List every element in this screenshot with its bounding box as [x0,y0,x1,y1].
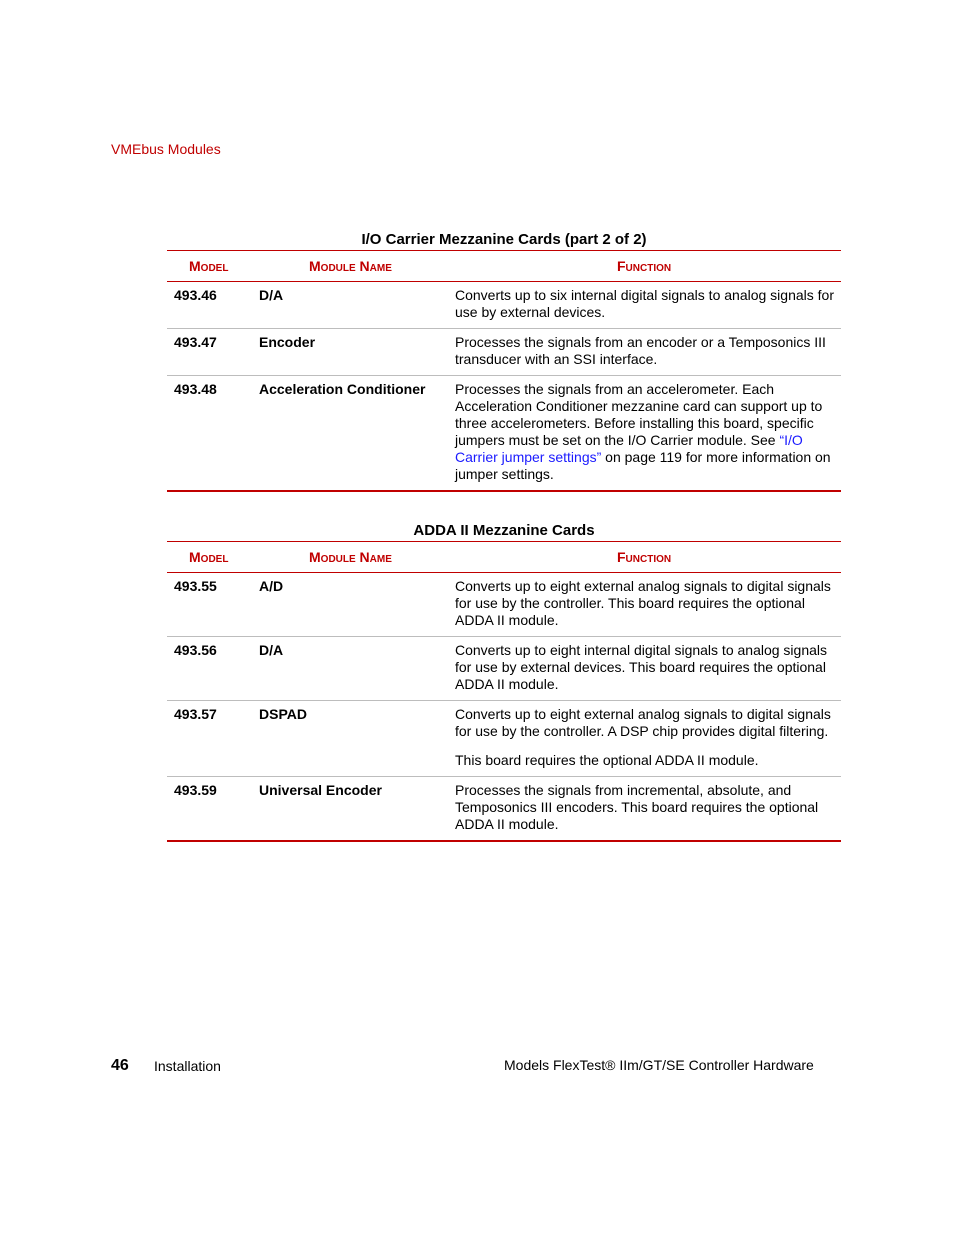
cell-model: 493.47 [167,329,252,376]
io-carrier-table-block [167,231,841,492]
cell-function [448,701,841,777]
adda-ii-table-block [167,522,841,842]
cell-model: 493.59 [167,777,252,842]
cell-function: Converts up to six internal digital signals to analog signals for use by external devices. [448,282,841,329]
column-header-model: Model [167,251,252,282]
io-carrier-table [167,250,841,492]
running-head: VMEbus Modules [111,141,221,157]
io-carrier-jumper-settings-link[interactable]: “I/O Carrier jumper settings” [455,432,803,465]
table-row [167,376,841,492]
footer-document-title: Models FlexTest® IIm/GT/SE Controller Hardware [504,1057,814,1073]
column-header-function: Function [448,251,841,282]
cell-module-name: D/A [252,282,448,329]
table-row [167,637,841,701]
cell-module-name: A/D [252,573,448,637]
cell-model: 493.48 [167,376,252,492]
adda-ii-table [167,541,841,842]
table-header-row [167,251,841,282]
table-title: ADDA II Mezzanine Cards [413,522,595,539]
cell-function: Processes the signals from an encoder or a Temposonics III transducer with an SSI interface. [448,329,841,376]
function-text: Processes the signals from an accelerometer. Each Acceleration Conditioner mezzanine card can support up to three accelerometers. Before installing this board, specific jumpers must be set on the I/O Carrier module. See [455,381,823,448]
function-text: on page 119 for more information on jumper settings. [455,449,831,482]
column-header-model: Model [167,542,252,573]
table-row [167,701,841,777]
cell-module-name: Universal Encoder [252,777,448,842]
cell-module-name: D/A [252,637,448,701]
table-row [167,282,841,329]
table-header-row [167,542,841,573]
cell-model: 493.46 [167,282,252,329]
cell-model: 493.56 [167,637,252,701]
table-row [167,329,841,376]
cell-module-name: Acceleration Conditioner [252,376,448,492]
cell-function: Converts up to eight external analog signals to digital signals for use by the controller. This board requires the optional ADDA II module. [448,573,841,637]
table-row [167,777,841,842]
cell-model: 493.57 [167,701,252,777]
function-paragraph: This board requires the optional ADDA II module. [455,752,759,768]
cell-module-name: DSPAD [252,701,448,777]
cell-function [448,376,841,492]
footer-section: Installation [154,1058,221,1074]
cell-model: 493.55 [167,573,252,637]
column-header-function: Function [448,542,841,573]
column-header-module-name: Module Name [252,251,448,282]
cell-function: Converts up to eight internal digital signals to analog signals for use by external devices. This board requires the optional ADDA II module. [448,637,841,701]
table-row [167,573,841,637]
column-header-module-name: Module Name [252,542,448,573]
function-paragraph: Converts up to eight external analog signals to digital signals for use by the controller. A DSP chip provides digital filtering. [455,706,831,739]
table-title: I/O Carrier Mezzanine Cards (part 2 of 2) [361,231,647,248]
cell-function: Processes the signals from incremental, absolute, and Temposonics III encoders. This board requires the optional ADDA II module. [448,777,841,842]
cell-module-name: Encoder [252,329,448,376]
page-number: 46 [111,1057,129,1074]
